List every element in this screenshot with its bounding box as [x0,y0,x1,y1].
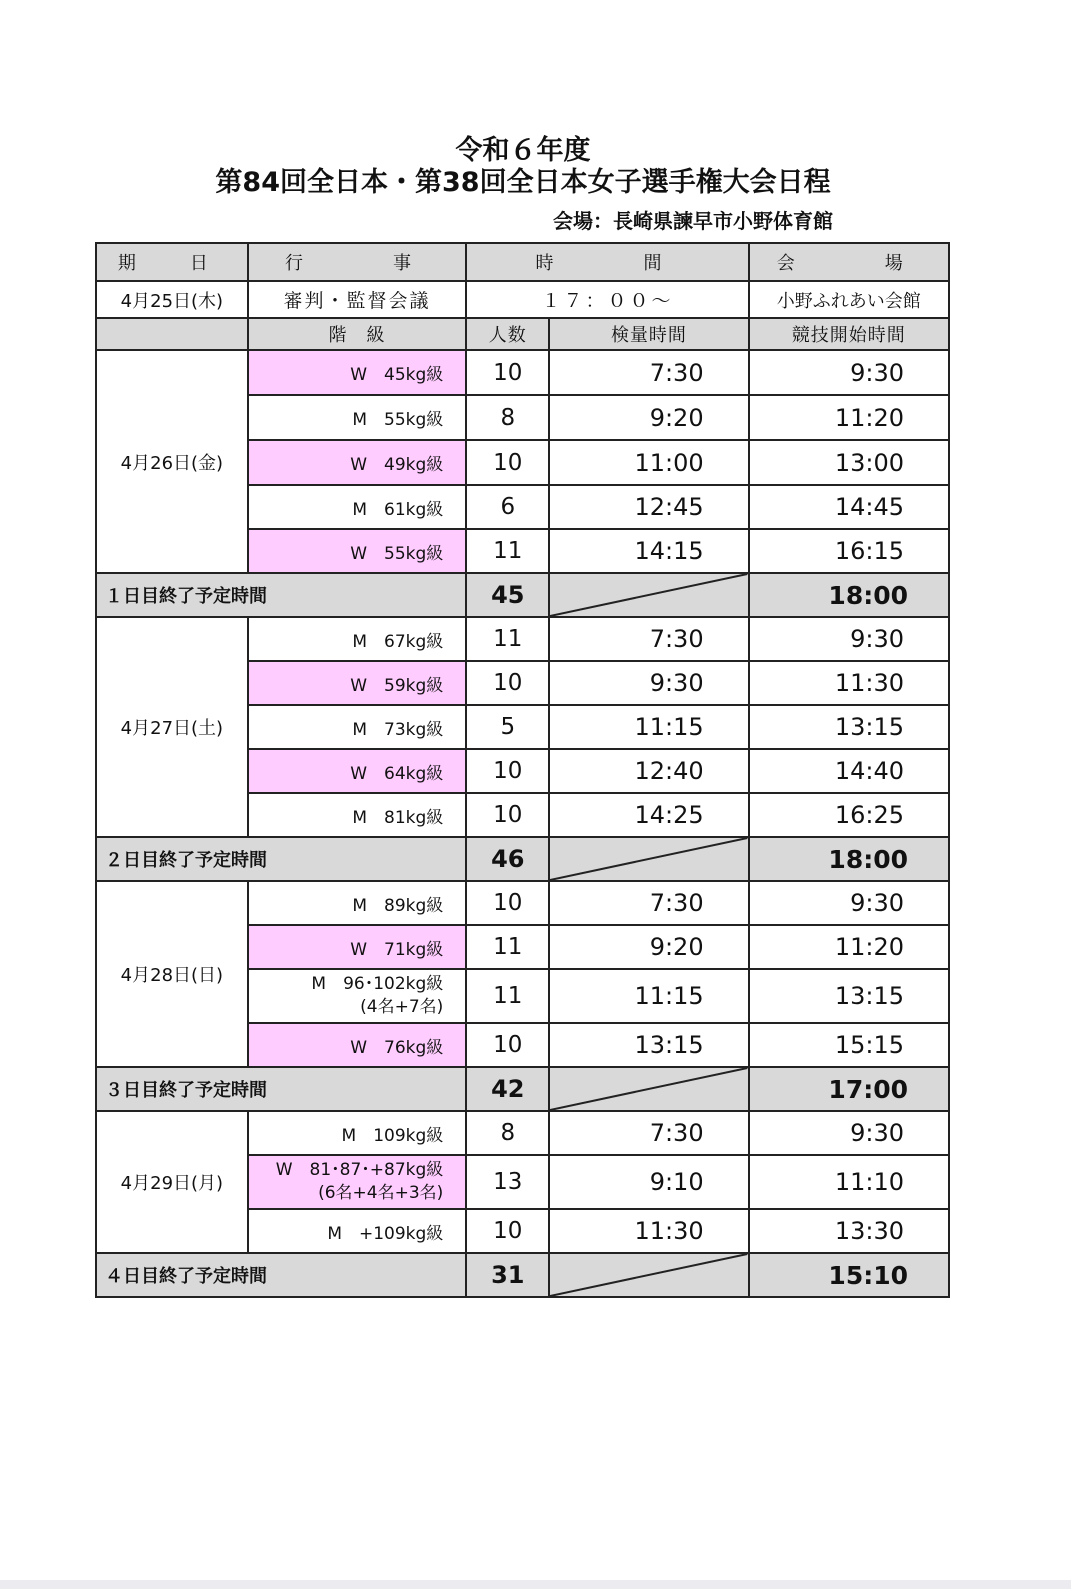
day-summary-row [96,573,949,617]
header-date: 期 日 [96,243,248,281]
start-time: 11:20 [749,925,949,969]
start-time: 9:30 [749,881,949,925]
entry-count: 13 [466,1155,549,1209]
weight-class: M 109kg級 [248,1111,467,1155]
weight-class: W 49kg級 [248,440,467,485]
summary-label: ４日目終了予定時間 [96,1253,466,1297]
day-summary-row [96,1253,949,1297]
weigh-in-time: 7:30 [549,881,748,925]
table-row [96,617,949,661]
day-date: 4月26日(金) [96,350,248,573]
weigh-in-time: 11:00 [549,440,748,485]
entry-count: 11 [466,925,549,969]
diagonal-cell [549,573,748,617]
weight-class: W 71kg級 [248,925,467,969]
diagonal-cell [549,1067,748,1111]
sub-header-row [96,318,949,350]
start-time: 15:15 [749,1023,949,1067]
sub-header-weigh: 検量時間 [549,318,748,350]
meeting-row [96,281,949,318]
weigh-in-time: 13:15 [549,1023,748,1067]
page-title: 令和６年度 [455,135,591,166]
table-header-row [96,243,949,281]
weigh-in-time: 7:30 [549,617,748,661]
weight-class: M 81kg級 [248,793,467,837]
diagonal-cell [549,837,748,881]
entry-count: 10 [466,793,549,837]
entry-count: 8 [466,1111,549,1155]
bottom-band [0,1580,1071,1589]
start-time: 13:15 [749,969,949,1023]
weight-class-text [276,1159,444,1205]
entry-count: 11 [466,529,549,573]
weigh-in-time: 14:15 [549,529,748,573]
day-summary-row [96,1067,949,1111]
day-date: 4月27日(土) [96,617,248,837]
start-time: 16:15 [749,529,949,573]
meeting-place: 小野ふれあい会館 [749,281,949,318]
day-date: 4月28日(日) [96,881,248,1067]
meeting-time: １７：００～ [466,281,748,318]
header-place: 会 場 [749,243,949,281]
header-event: 行 事 [248,243,467,281]
summary-label: ２日目終了予定時間 [96,837,466,881]
weight-class [248,1155,467,1209]
summary-end-time: 15:10 [749,1253,949,1297]
entry-count: 8 [466,395,549,440]
weigh-in-time: 9:10 [549,1155,748,1209]
weigh-in-time: 11:15 [549,705,748,749]
weight-class: M 89kg級 [248,881,467,925]
entry-count: 10 [466,350,549,395]
diagonal-cell [549,1253,748,1297]
entry-count: 11 [466,617,549,661]
sub-header-class: 階 級 [248,318,467,350]
weight-class: M 67kg級 [248,617,467,661]
weigh-in-time: 9:30 [549,661,748,705]
weigh-in-time: 7:30 [549,1111,748,1155]
weight-class-sub: (4名+7名) [360,997,444,1017]
page-subtitle: 第84回全日本・第38回全日本女子選手権大会日程 [215,167,831,198]
day-date: 4月29日(月) [96,1111,248,1253]
entry-count: 10 [466,1209,549,1253]
meeting-date: 4月25日(木) [96,281,248,318]
table-row [96,350,949,395]
summary-total: 46 [466,837,549,881]
weigh-in-time: 14:25 [549,793,748,837]
sub-header-start: 競技開始時間 [749,318,949,350]
start-time: 11:30 [749,661,949,705]
weight-class: M 73kg級 [248,705,467,749]
weight-class: W 45kg級 [248,350,467,395]
weight-class: W 55kg級 [248,529,467,573]
start-time: 13:00 [749,440,949,485]
weigh-in-time: 9:20 [549,925,748,969]
start-time: 9:30 [749,1111,949,1155]
sub-header-blank [96,318,248,350]
venue-label: 会場：長崎県諫早市小野体育館 [553,209,833,233]
summary-total: 42 [466,1067,549,1111]
weight-class: M 61kg級 [248,485,467,529]
weight-class: W 59kg級 [248,661,467,705]
table-row [96,1111,949,1155]
weight-class-main: W 81･87･+87kg級 [275,1160,444,1180]
summary-total: 31 [466,1253,549,1297]
summary-end-time: 17:00 [749,1067,949,1111]
start-time: 13:30 [749,1209,949,1253]
weigh-in-time: 9:20 [549,395,748,440]
entry-count: 10 [466,1023,549,1067]
entry-count: 10 [466,881,549,925]
entry-count: 10 [466,661,549,705]
weight-class [248,969,467,1023]
header-time: 時 間 [466,243,748,281]
start-time: 11:10 [749,1155,949,1209]
summary-end-time: 18:00 [749,837,949,881]
weight-class-sub: (6名+4名+3名) [318,1183,444,1203]
start-time: 13:15 [749,705,949,749]
weight-class: W 64kg級 [248,749,467,793]
sub-header-count: 人数 [466,318,549,350]
summary-label: １日目終了予定時間 [96,573,466,617]
weigh-in-time: 7:30 [549,350,748,395]
entry-count: 6 [466,485,549,529]
weigh-in-time: 12:40 [549,749,748,793]
weight-class: M 55kg級 [248,395,467,440]
summary-total: 45 [466,573,549,617]
start-time: 14:45 [749,485,949,529]
start-time: 16:25 [749,793,949,837]
start-time: 9:30 [749,350,949,395]
entry-count: 10 [466,440,549,485]
day-summary-row [96,837,949,881]
weigh-in-time: 12:45 [549,485,748,529]
weigh-in-time: 11:30 [549,1209,748,1253]
weight-class: M +109kg級 [248,1209,467,1253]
entry-count: 10 [466,749,549,793]
summary-end-time: 18:00 [749,573,949,617]
meeting-event: 審判・監督会議 [248,281,467,318]
weigh-in-time: 11:15 [549,969,748,1023]
summary-label: ３日目終了予定時間 [96,1067,466,1111]
entry-count: 5 [466,705,549,749]
start-time: 11:20 [749,395,949,440]
weight-class-text [311,973,443,1019]
schedule-table [95,242,950,1298]
weight-class: W 76kg級 [248,1023,467,1067]
start-time: 9:30 [749,617,949,661]
start-time: 14:40 [749,749,949,793]
weight-class-main: M 96･102kg級 [311,974,444,994]
entry-count: 11 [466,969,549,1023]
table-row [96,881,949,925]
